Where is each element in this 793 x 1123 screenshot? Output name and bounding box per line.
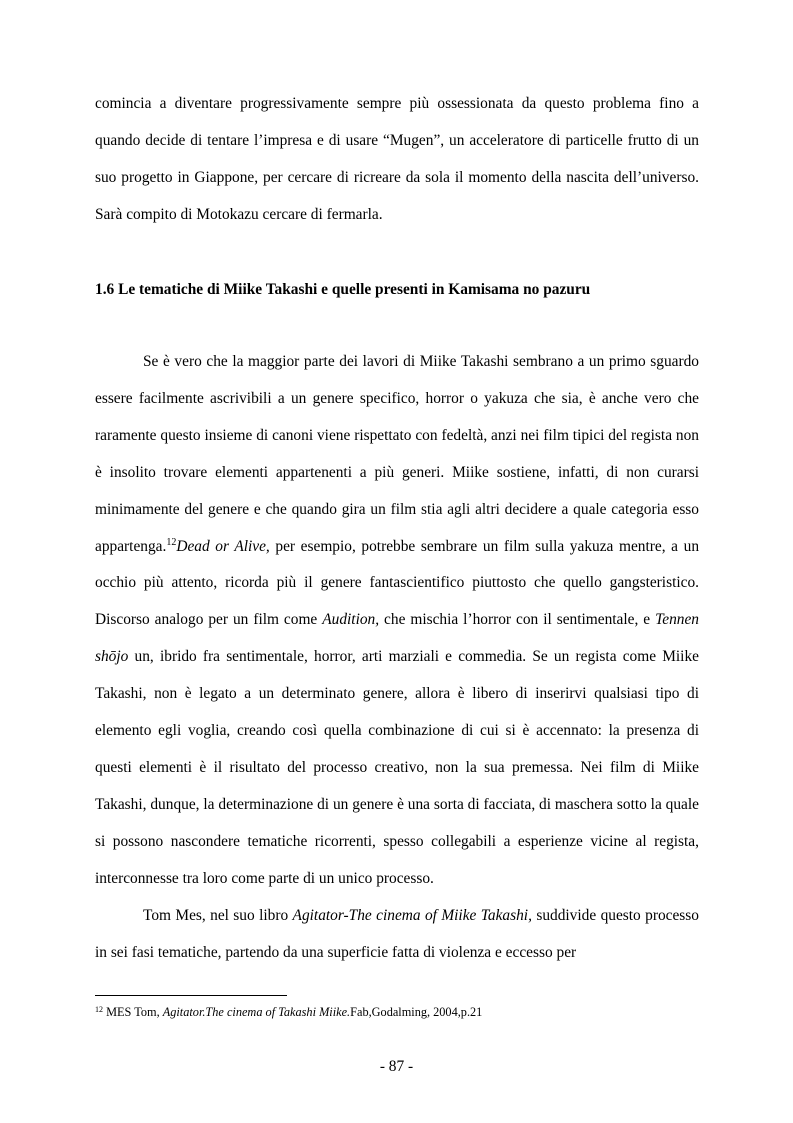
book-title-agitator: Agitator-The cinema of Miike Takashi,: [292, 906, 532, 924]
footnote-number: 12: [95, 1005, 103, 1014]
film-title-tennen-shojo: Tennen shōjo: [95, 611, 699, 666]
paragraph-2-text-b: suddivide questo processo in sei fasi tematiche, partendo da una superficie fatta di violenza e eccesso per: [95, 906, 699, 961]
film-title-dead-or-alive: Dead or Alive,: [176, 537, 270, 555]
footnote-details: Fab,Godalming, 2004,p.21: [350, 1005, 483, 1019]
body-paragraph-1: [95, 344, 699, 898]
paragraph-2-text-a: Tom Mes, nel suo libro: [143, 906, 293, 924]
paragraph-1-text-b: per esempio, potrebbe sembrare un film sulla yakuza mentre, a un occhio più attento, ricorda più il genere fantascientifico piuttosto che quello gangsteristico. Discorso analogo per un film come: [95, 537, 700, 629]
page-number: - 87 -: [379, 1058, 414, 1075]
footnote-separator: [95, 995, 287, 996]
intro-paragraph-block: [95, 86, 699, 234]
footnote-reference[interactable]: 12: [166, 536, 177, 548]
paragraph-1-text-a: Se è vero che la maggior parte dei lavori di Miike Takashi sembrano a un primo sguardo essere facilmente ascrivibili a un genere specifico, horror o yakuza che sia, è anche vero che raramente questo insieme di canoni viene rispettato con fedeltà, anzi nei film tipici del regista non è insolito trovare elementi appartenenti a più generi. Miike sostiene, infatti, di non curarsi minimamente del genere e che quando gira un film stia agli altri decidere a quale categoria esso appartenga.: [95, 353, 699, 555]
section-heading: 1.6 Le tematiche di Miike Takashi e quelle presenti in Kamisama no pazuru: [95, 281, 591, 298]
film-title-audition: Audition,: [322, 611, 380, 629]
intro-paragraph: comincia a diventare progressivamente sempre più ossessionata da questo problema fino a quando decide di tentare l’impresa e di usare “Mugen”, un acceleratore di particelle frutto di un suo progetto in Giappone, per cercare di ricreare da sola il momento della nascita dell’universo. Sarà compito di Motokazu cercare di fermarla.: [95, 95, 699, 223]
body-paragraph-2: [95, 898, 699, 972]
paragraph-1-text-c: che mischia l’horror con il sentimentale, e: [379, 611, 656, 629]
footnote-title: Agitator.The cinema of Takashi Miike.: [162, 1005, 351, 1019]
footnote-author: MES Tom,: [103, 1005, 163, 1019]
section-body: [95, 344, 699, 971]
paragraph-1-text-d: un, ibrido fra sentimentale, horror, arti marziali e commedia. Se un regista come Miike Takashi, non è legato a un determinato genere, allora è libero di inserirvi qualsiasi tipo di elemento egli voglia, creando così quella combinazione di cui si è accennato: la presenza di questi elementi è il risultato del processo creativo, non la sua premessa. Nei film di Miike Takashi, dunque, la determinazione di un genere è una sorta di facciata, di maschera sotto la quale si possono nascondere tematiche ricorrenti, spesso collegabili a esperienze vicine al regista, interconnesse tra loro come parte di un unico processo.: [95, 648, 699, 887]
footnote: [95, 1004, 699, 1020]
